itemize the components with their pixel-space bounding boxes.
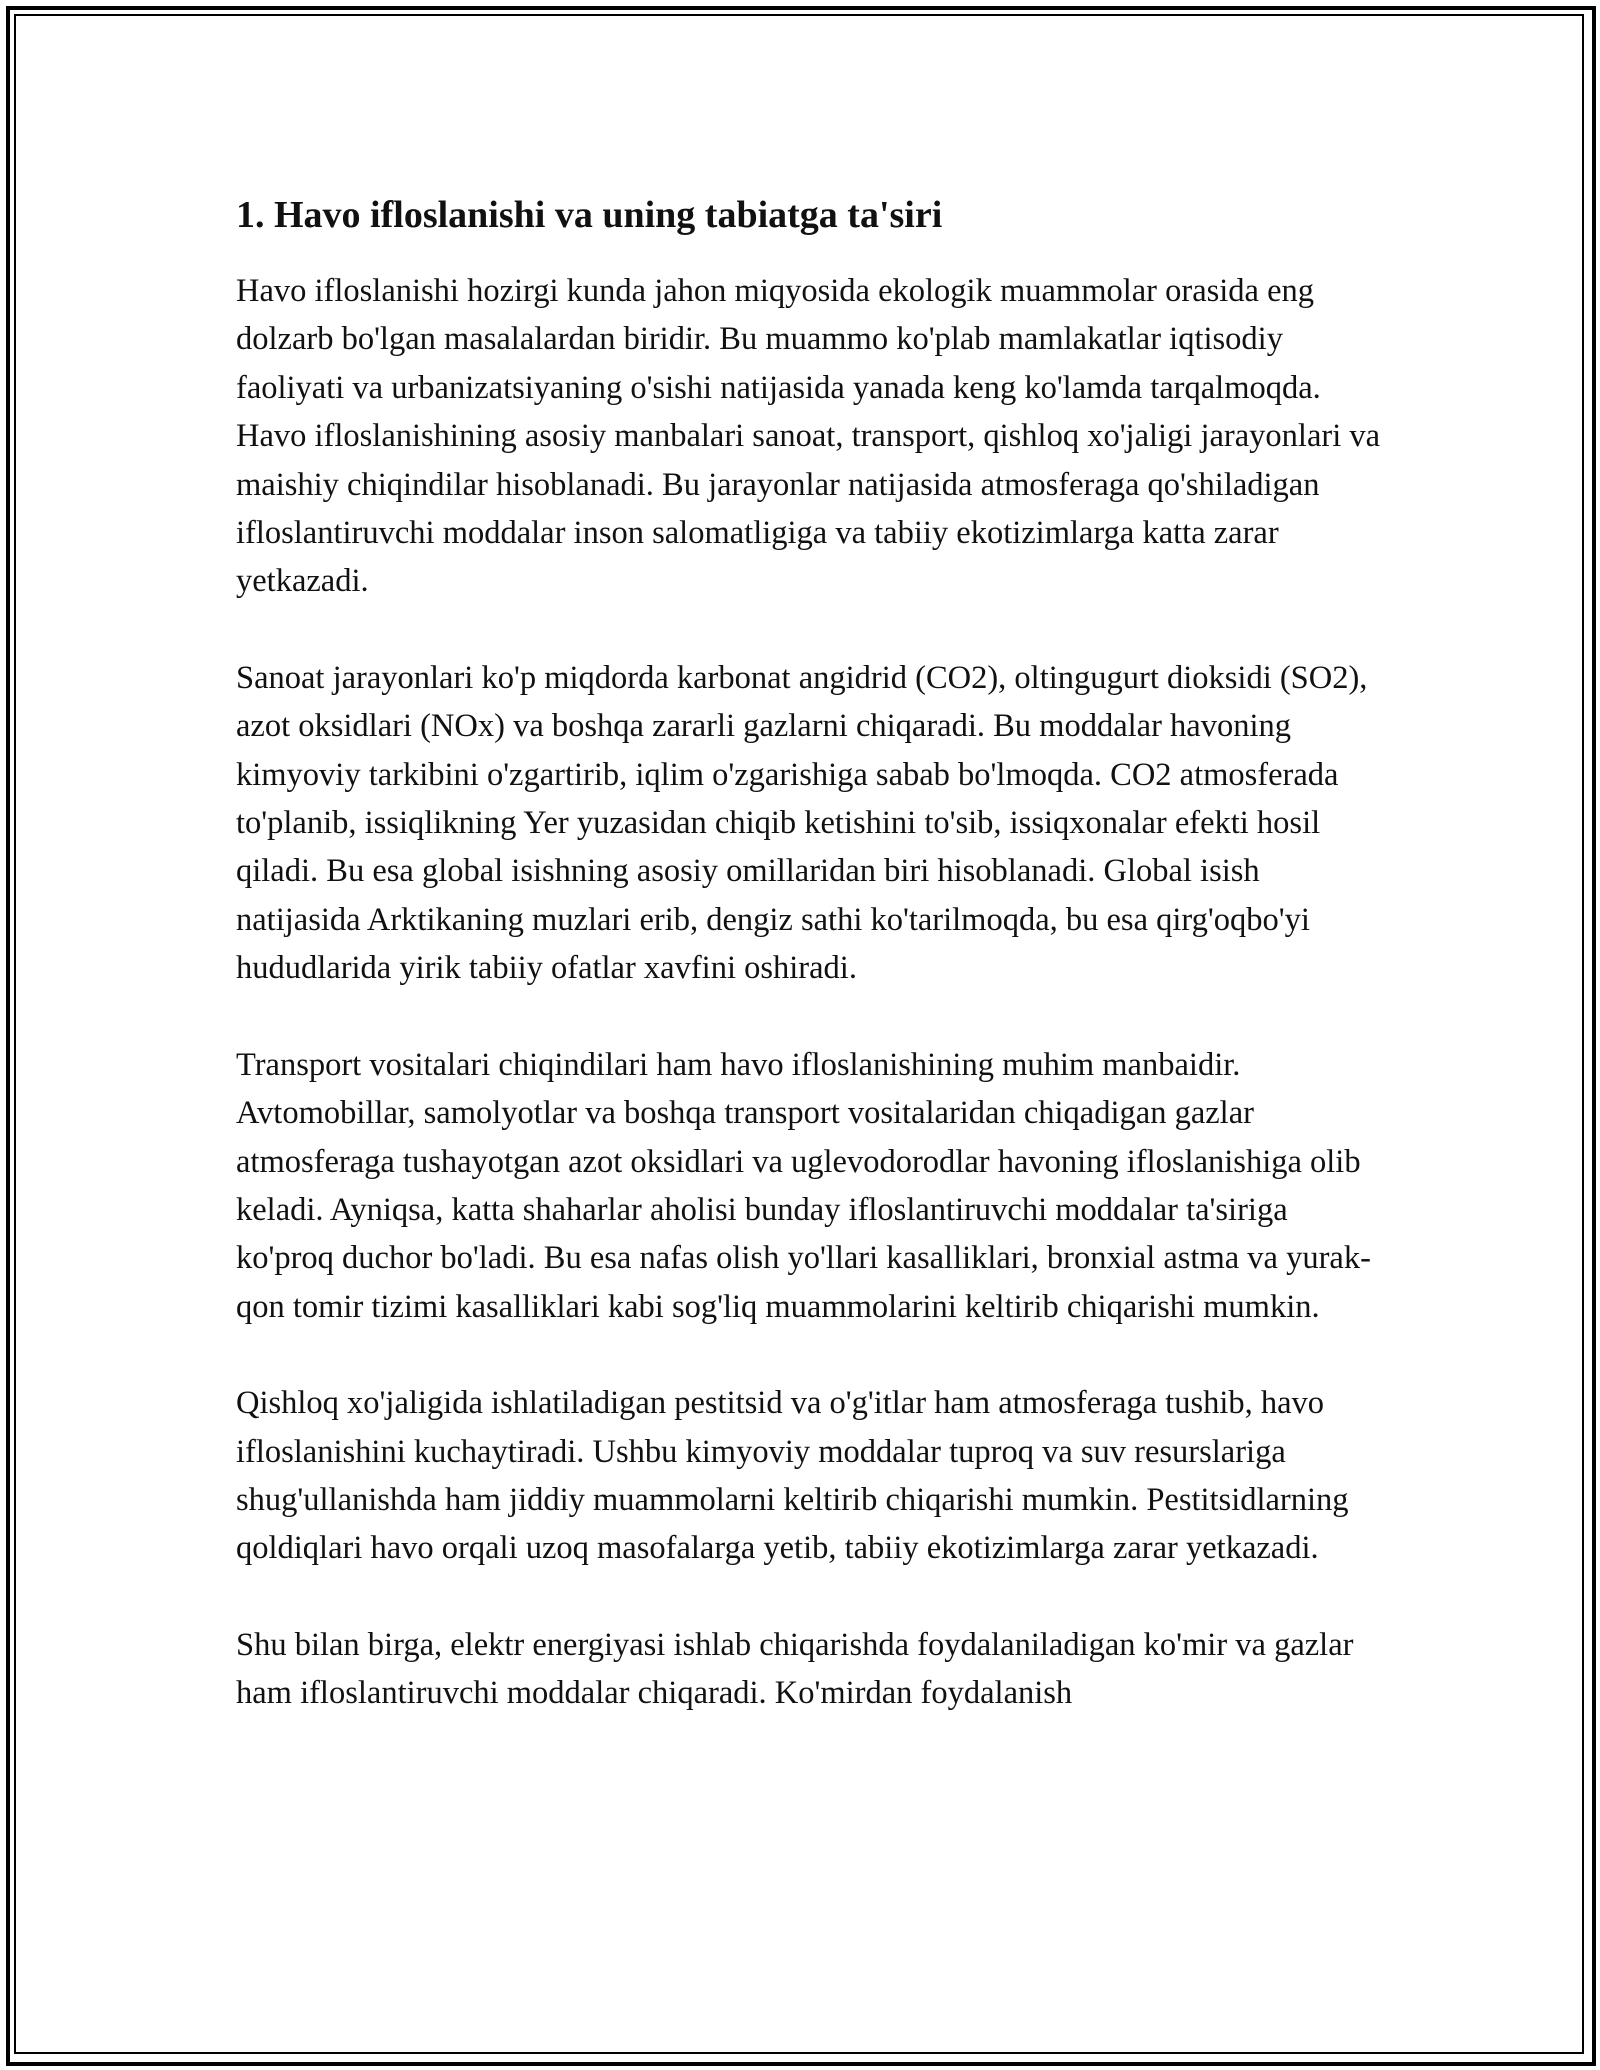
- document-body: [236, 185, 1386, 1766]
- paragraph-energy: Shu bilan birga, elektr energiyasi ishlab chiqarishda foydalaniladigan ko'mir va gazlar ham ifloslantiruvchi moddalar chiqaradi. Ko'mirdan foydalanish: [236, 1626, 1354, 1712]
- paragraph-transport: Transport vositalari chiqindilari ham havo ifloslanishining muhim manbaidir. Avtomobillar, samolyotlar va boshqa transport vositalaridan chiqadigan gazlar atmosferaga tushayotgan azot oksidlari va uglevodorodlar havoning ifloslanishiga olib keladi. Ayniqsa, katta shaharlar aholisi bunday ifloslantiruvchi moddalar ta'siriga ko'proq duchor bo'ladi. Bu esa nafas olish yo'llari kasalliklari, bronxial astma va yurak-qon tomir tizimi kasalliklari kabi sog'liq muammolarini keltirib chiqarishi mumkin.: [236, 1046, 1371, 1325]
- section-heading: 1. Havo ifloslanishi va uning tabiatga ta'siri: [236, 194, 943, 236]
- paragraph-industry: Sanoat jarayonlari ko'p miqdorda karbonat angidrid (CO2), oltingugurt dioksidi (SO2), azot oksidlari (NOx) va boshqa zararli gazlarni chiqaradi. Bu moddalar havoning kimyoviy tarkibini o'zgartirib, iqlim o'zgarishiga sabab bo'lmoqda. CO2 atmosferada to'planib, issiqlikning Yer yuzasidan chiqib ketishini to'sib, issiqxonalar efekti hosil qiladi. Bu esa global isishning asosiy omillaridan biri hisoblanadi. Global isish natijasida Arktikaning muzlari erib, dengiz sathi ko'tarilmoqda, bu esa qirg'oqbo'yi hududlarida yirik tabiiy ofatlar xavfini oshiradi.: [236, 659, 1368, 987]
- paragraph-intro: Havo ifloslanishi hozirgi kunda jahon miqyosida ekologik muammolar orasida eng dolzarb bo'lgan masalalardan biridir. Bu muammo ko'plab mamlakatlar iqtisodiy faoliyati va urbanizatsiyaning o'sishi natijasida yanada keng ko'lamda tarqalmoqda. Havo ifloslanishining asosiy manbalari sanoat, transport, qishloq xo'jaligi jarayonlari va maishiy chiqindilar hisoblanadi. Bu jarayonlar natijasida atmosferaga qo'shiladigan ifloslantiruvchi moddalar inson salomatligiga va tabiiy ekotizimlarga katta zarar yetkazadi.: [236, 273, 1381, 600]
- paragraph-agriculture: Qishloq xo'jaligida ishlatiladigan pestitsid va o'g'itlar ham atmosferaga tushib, havo ifloslanishini kuchaytiradi. Ushbu kimyoviy moddalar tuproq va suv resurslariga shug'ullanishda ham jiddiy muammolarni keltirib chiqarishi mumkin. Pestitsidlarning qoldiqlari havo orqali uzoq masofalarga yetib, tabiiy ekotizimlarga zarar yetkazadi.: [236, 1385, 1349, 1567]
